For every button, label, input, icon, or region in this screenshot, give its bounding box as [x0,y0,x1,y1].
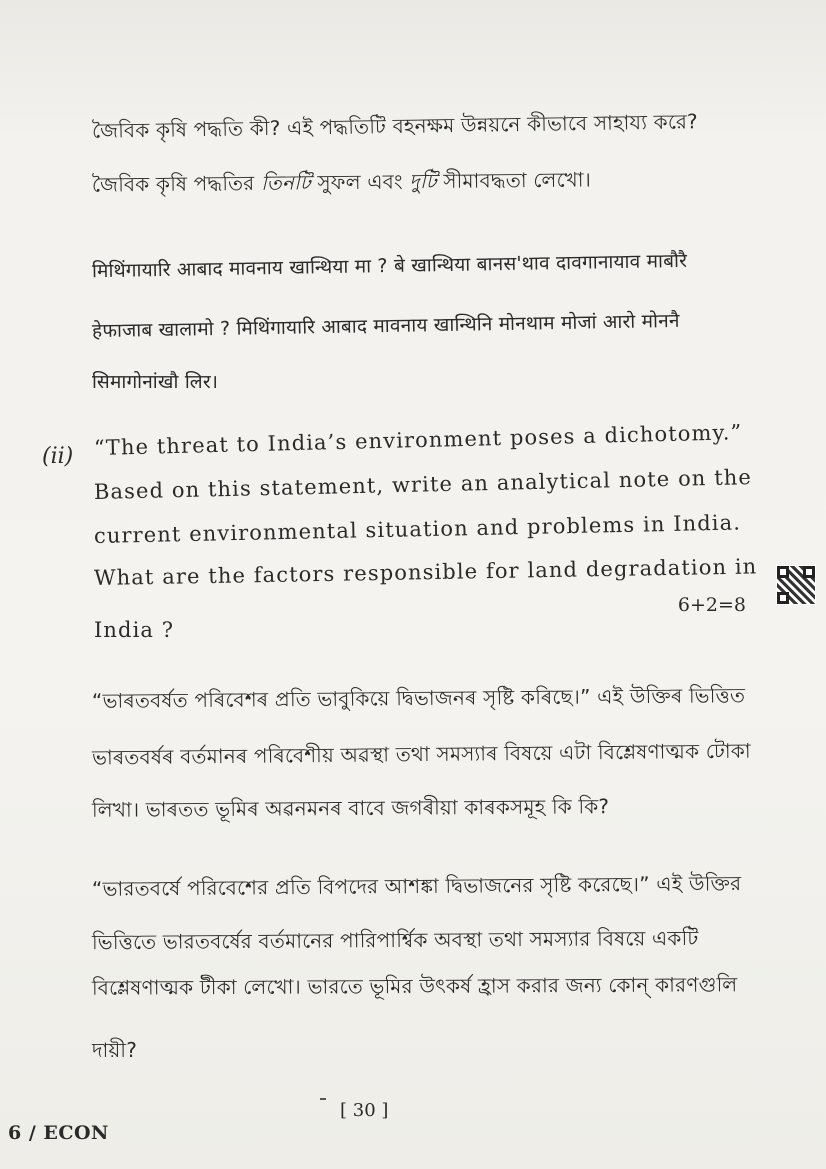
bengali-translation-line-2: ভিত্তিতে ভারতবর্ষের বর্তমানের পারিপার্শ্বিক অবস্থা তথা সমস্যার বিষয়ে একটি [91,925,699,955]
bodo-question-line-1: मिथिंगायारि आबाद मावनाय खान्थिया मा ? बे खान्थिया बानस'थाव दावगानायाव माबौरै [91,249,688,283]
marks-allocation: 6+2=8 [677,594,746,616]
text-segment: জৈবিক কৃষি পদ্ধতির [91,170,262,197]
paper-code: 6 / ECON [8,1122,109,1144]
bodo-question-line-2: हेफाजाब खालामो ? मिथिंगायारि आबाद मावनाय खान्थिनि मोनथाम मोजां आरो मोननै [91,309,680,343]
assamese-translation-line-1: “ভাৰতবৰ্ষত পৰিবেশৰ প্ৰতি ভাবুকিয়ে দ্বিভাজনৰ সৃষ্টি কৰিছে।” এই উক্তিৰ ভিত্তিত [91,683,746,713]
emphasis-three: তিনটি [260,170,312,195]
assamese-question-line-1: জৈবিক কৃষি পদ্ধতি কী? এই পদ্ধতিটি বহনক্ষম উন্নয়নে কীভাবে সাহায্য করে? [91,109,699,143]
bengali-translation-line-3: বিশ্লেষণাত্মক টীকা লেখো। ভারতে ভূমির উৎকর্ষ হ্রাস করার জন্য কোন্ কারণগুলি [91,972,738,1000]
qr-code-icon [776,565,816,605]
bengali-translation-line-4: দায়ী? [92,1038,138,1062]
bengali-translation-line-1: “ভারতবর্ষে পরিবেশের প্রতি বিপদের আশঙ্কা দ্বিভাজনের সৃষ্টি করেছে।” এই উক্তির [91,871,742,901]
bodo-question-line-3: सिमागोनांखौ लिर। [92,371,219,393]
decorative-dash [320,1098,326,1100]
question-line-1: “The threat to India’s environment poses a dichotomy.” [93,420,743,460]
question-line-2: Based on this statement, write an analytical note on the [93,465,753,504]
text-segment: সীমাবদ্ধতা লেখো। [436,167,592,194]
emphasis-two: দুটি [409,169,437,194]
question-line-4: What are the factors responsible for land degradation in [93,554,758,590]
assamese-translation-line-3: লিখা। ভাৰতত ভূমিৰ অৱনমনৰ বাবে জগৰীয়া কাৰকসমূহ কি কি? [91,794,610,822]
page-number: [ 30 ] [340,1100,389,1121]
text-segment: সুফল এবং [310,169,410,195]
assamese-translation-line-2: ভাৰতবৰ্ষৰ বৰ্তমানৰ পৰিবেশীয় অৱস্থা তথা সমস্যাৰ বিষয়ে এটা বিশ্লেষণাত্মক টোকা [91,738,751,770]
question-line-3: current environmental situation and problems in India. [93,510,742,548]
assamese-question-line-2 [92,165,591,203]
question-label: (ii) [42,444,74,469]
question-line-5: India ? [94,618,175,642]
